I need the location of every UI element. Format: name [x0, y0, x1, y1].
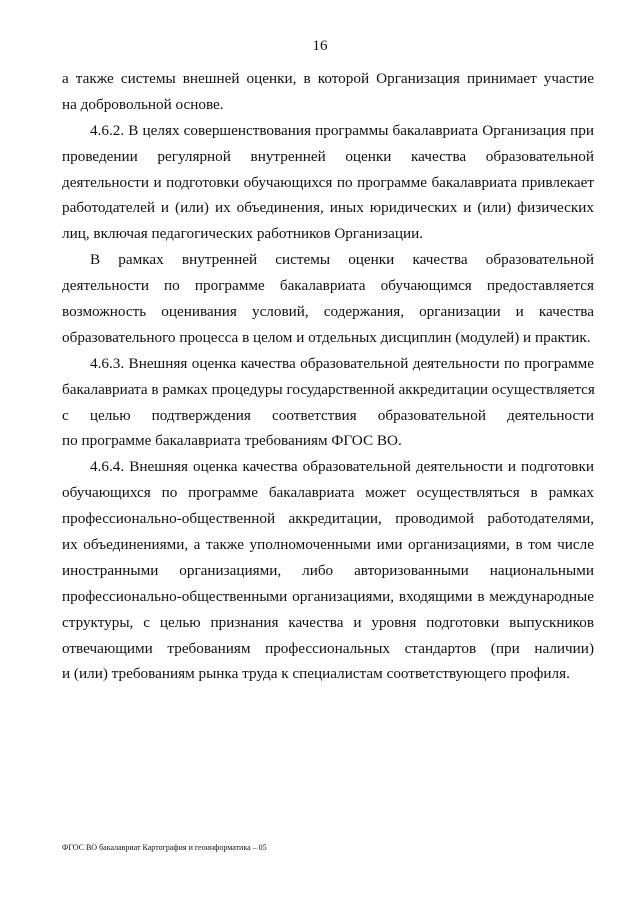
- text-line: деятельности по программе бакалавриата обучающимся предоставляется: [62, 277, 594, 295]
- text-line: профессионально-общественной аккредитации, проводимой работодателями,: [62, 510, 594, 528]
- text-line: образовательного процесса в целом и отдельных дисциплин (модулей) и практик.: [62, 328, 591, 346]
- text-line: по программе бакалавриата требованиям ФГОС ВО.: [62, 432, 402, 450]
- text-line: и (или) требованиям рынка труда к специалистам соответствующего профиля.: [62, 665, 570, 683]
- text-line: на добровольной основе.: [62, 95, 224, 113]
- document-body: [62, 66, 594, 687]
- page-number: 16: [312, 38, 328, 54]
- text-line: бакалавриата в рамках процедуры государственной аккредитации осуществляется: [62, 380, 595, 398]
- text-line: отвечающими требованиям профессиональных стандартов (при наличии): [62, 639, 594, 657]
- paragraph-4-6-2-start: 4.6.2. В целях совершенствования программы бакалавриата Организация при: [90, 121, 594, 139]
- text-line: лиц, включая педагогических работников Организации.: [62, 225, 424, 243]
- text-line: деятельности и подготовки обучающихся по программе бакалавриата привлекает: [62, 173, 594, 191]
- text-line: иностранными организациями, либо авторизованными национальными: [62, 561, 594, 579]
- text-line: обучающихся по программе бакалавриата может осуществляться в рамках: [62, 484, 594, 502]
- text-line: работодателей и (или) их объединения, иных юридических и (или) физических: [62, 199, 594, 217]
- paragraph-4-6-4-start: 4.6.4. Внешняя оценка качества образовательной деятельности и подготовки: [90, 458, 594, 476]
- text-line: их объединениями, а также уполномоченными ими организациями, в том числе: [62, 536, 594, 554]
- text-line: проведении регулярной внутренней оценки качества образовательной: [62, 147, 594, 165]
- text-line: с целью подтверждения соответствия образовательной деятельности: [62, 406, 594, 424]
- document-footer: ФГОС ВО бакалавриат Картография и геоинформатика – 05: [62, 843, 267, 852]
- text-line: структуры, с целью признания качества и уровня подготовки выпускников: [62, 613, 594, 631]
- text-line: возможность оценивания условий, содержания, организации и качества: [62, 303, 594, 321]
- paragraph-internal-evaluation-start: В рамках внутренней системы оценки качества образовательной: [90, 251, 594, 269]
- paragraph-4-6-3-start: 4.6.3. Внешняя оценка качества образовательной деятельности по программе: [90, 354, 594, 372]
- text-line: профессионально-общественными организациями, входящими в международные: [62, 587, 594, 605]
- text-line: а также системы внешней оценки, в которой Организация принимает участие: [62, 70, 594, 87]
